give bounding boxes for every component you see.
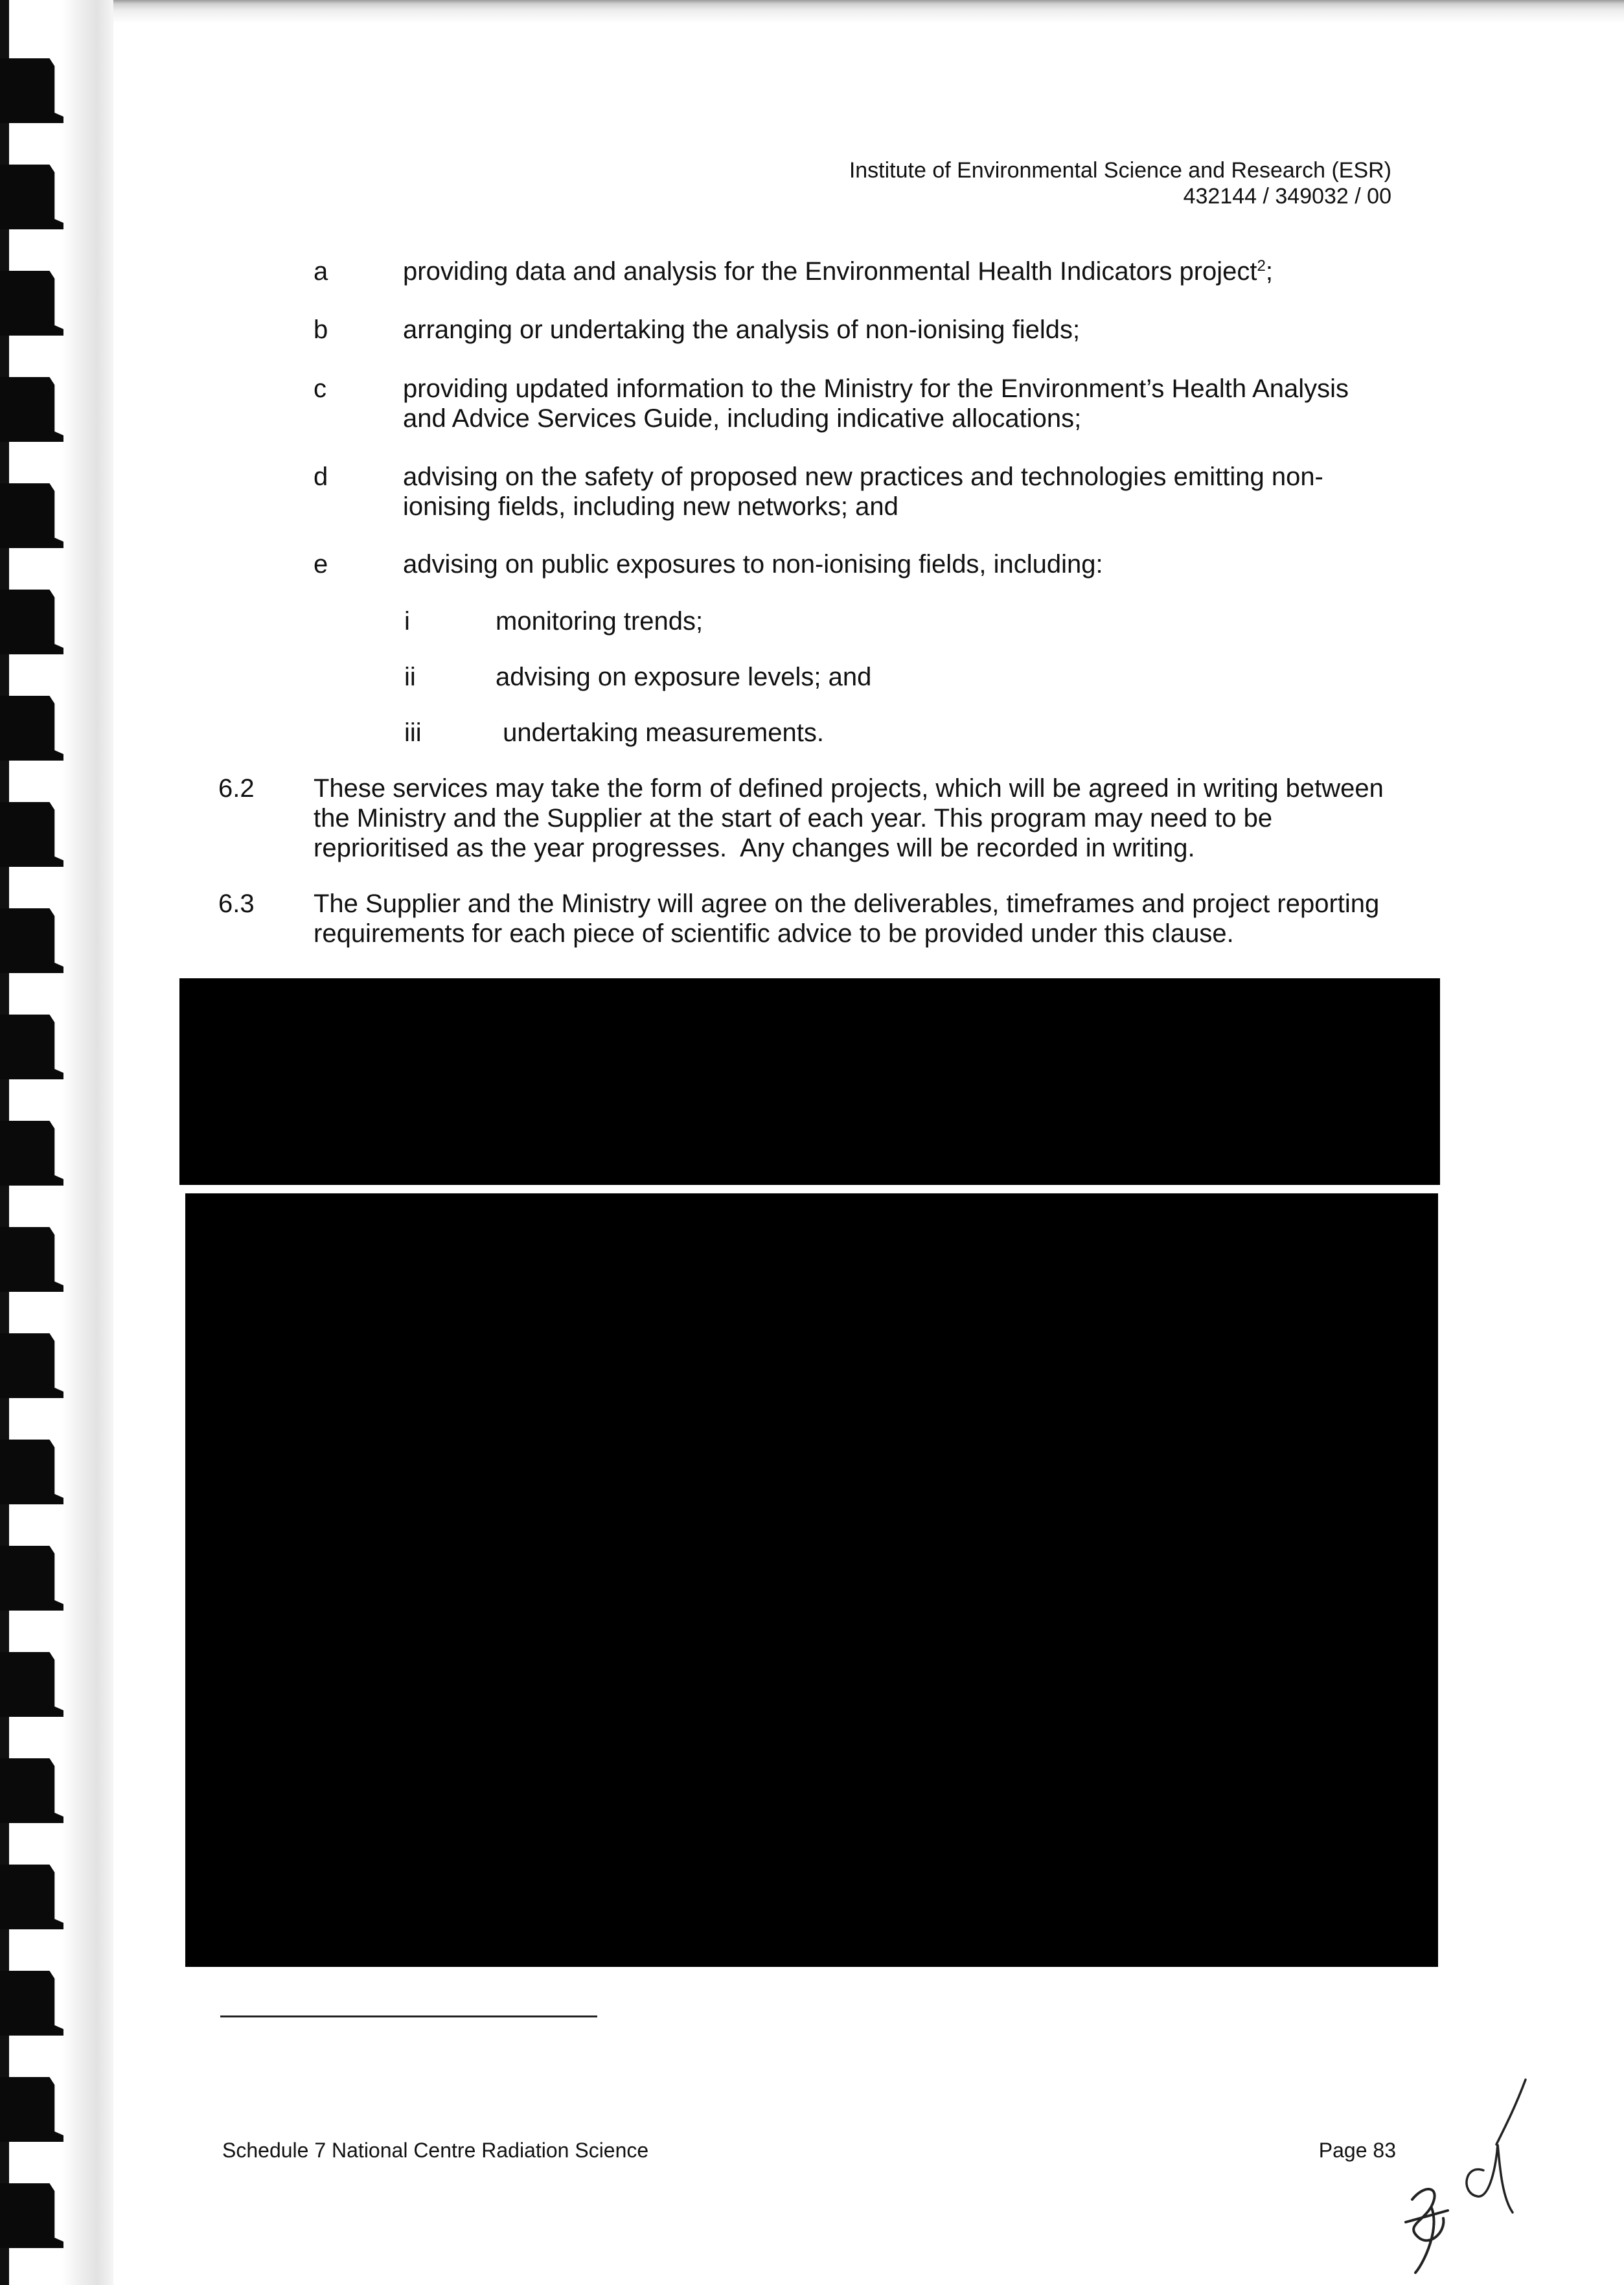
binding-spine: [0, 0, 113, 2285]
binding-comb-tooth: [0, 1440, 63, 1504]
list-marker: b: [314, 316, 328, 344]
list-item-text: providing updated information to the Ministry for the Environment’s Health Analysis and Advice Services Guide, including indicative allocations;: [403, 374, 1349, 433]
binding-comb-tooth: [0, 908, 63, 973]
binding-comb-tooth: [0, 1227, 63, 1292]
binding-comb-tooth: [0, 1971, 63, 2036]
binding-comb-tooth: [0, 483, 63, 548]
binding-comb-tooth: [0, 165, 63, 229]
list-marker: a: [314, 257, 328, 286]
sub-item-text: monitoring trends;: [496, 607, 703, 636]
clause-text: These services may take the form of defined projects, which will be agreed in writing between the Ministry and the Supplier at the start of each year. This program may need to be reprioritised as the year progresses. Any changes will be recorded in writing.: [314, 774, 1384, 862]
sub-marker: ii: [404, 663, 416, 691]
header-organisation: Institute of Environmental Science and Research (ESR): [849, 158, 1391, 183]
clause-text: The Supplier and the Ministry will agree on the deliverables, timeframes and project reporting requirements for each piece of scientific advice to be provided under this clause.: [314, 890, 1380, 948]
binding-comb-tooth: [0, 802, 63, 867]
list-marker: d: [314, 463, 328, 491]
binding-comb-tooth: [0, 377, 63, 442]
binding-comb-tooth: [0, 1758, 63, 1823]
clause-number: 6.3: [218, 890, 255, 918]
binding-comb-tooth: [0, 1546, 63, 1611]
footer-schedule: Schedule 7 National Centre Radiation Science: [222, 2139, 649, 2162]
binding-comb-tooth: [0, 271, 63, 336]
list-item-text: advising on public exposures to non-ionising fields, including:: [403, 550, 1103, 579]
document-header: [849, 157, 1391, 209]
binding-comb-tooth: [0, 590, 63, 654]
redaction-block: [185, 1193, 1438, 1967]
sub-item-text: undertaking measurements.: [496, 718, 824, 747]
scan-top-shadow: [0, 0, 1624, 23]
list-item-text: advising on the safety of proposed new practices and technologies emitting non- ionising fields, including new networks; and: [403, 463, 1323, 521]
binding-comb-tooth: [0, 2183, 63, 2248]
binding-comb-tooth: [0, 58, 63, 123]
binding-comb-tooth: [0, 1015, 63, 1079]
header-reference: 432144 / 349032 / 00: [1183, 184, 1391, 209]
handwritten-initials: [1386, 2067, 1542, 2280]
binding-comb-tooth: [0, 1121, 63, 1186]
list-item-text: arranging or undertaking the analysis of non-ionising fields;: [403, 316, 1081, 344]
footnote-separator: [220, 2015, 597, 2017]
clause-number: 6.2: [218, 774, 255, 803]
list-marker: c: [314, 374, 326, 403]
list-marker: e: [314, 550, 328, 579]
sub-item-text: advising on exposure levels; and: [496, 663, 872, 691]
binding-comb-tooth: [0, 696, 63, 761]
binding-comb-tooth: [0, 1652, 63, 1717]
sub-marker: i: [404, 607, 410, 636]
sub-marker: iii: [404, 718, 422, 747]
list-item-text: providing data and analysis for the Environmental Health Indicators project$^2$;: [403, 257, 1273, 286]
footer-page-number: Page 83: [1318, 2139, 1396, 2162]
binding-comb-tooth: [0, 1333, 63, 1398]
footnote-reference: 2: [1257, 257, 1266, 275]
redaction-block: [179, 978, 1440, 1185]
binding-comb-tooth: [0, 2077, 63, 2142]
binding-comb-tooth: [0, 1865, 63, 1929]
